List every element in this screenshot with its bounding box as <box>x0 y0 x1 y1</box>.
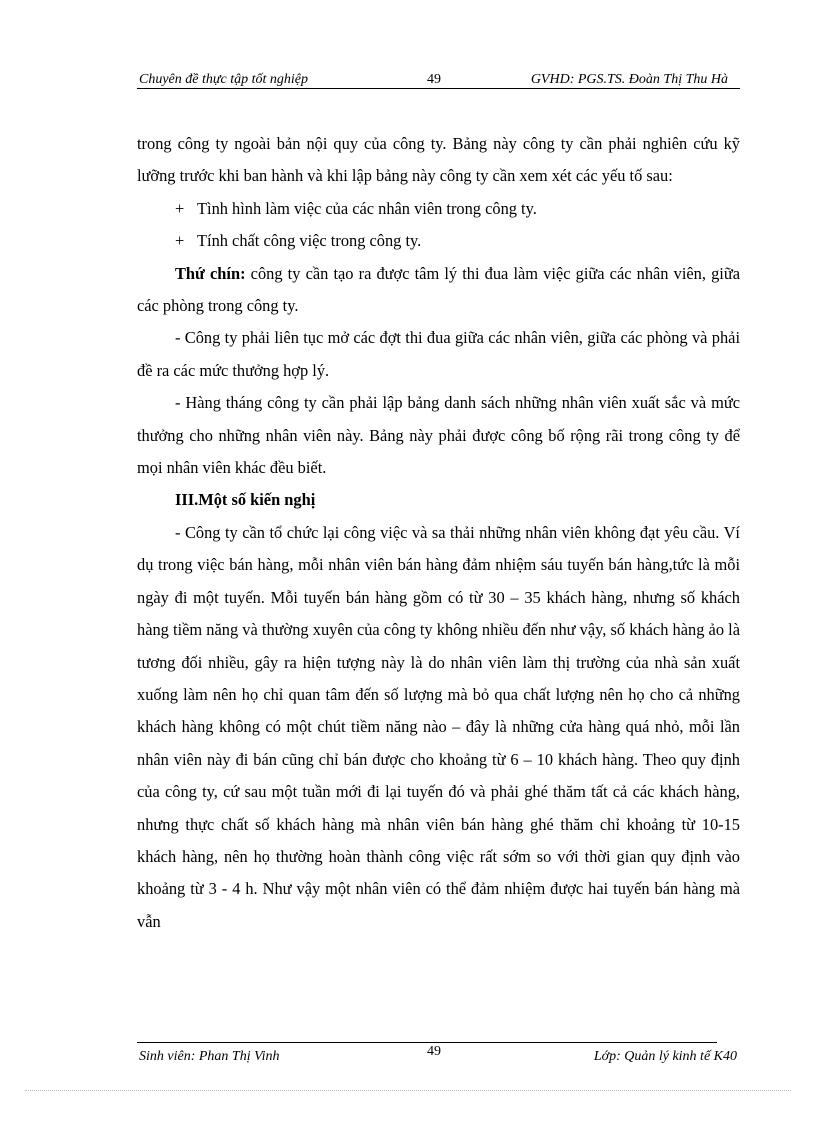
list-item <box>137 193 740 225</box>
header-page-number: 49 <box>427 72 441 87</box>
list-item <box>137 225 740 257</box>
page-header <box>137 68 740 89</box>
paragraph-text: công ty cần tạo ra được tâm lý thi đua làm việc giữa các nhân viên, giữa các phòng trong công ty. <box>137 263 740 316</box>
paragraph: - Hàng tháng công ty cần phải lập bảng danh sách những nhân viên xuất sắc và mức thưởng cho những nhân viên này. Bảng này phải được công bố rộng rãi trong công ty để mọi nhân viên khác đều biết. <box>137 393 740 478</box>
list-item-text: Tình hình làm việc của các nhân viên trong công ty. <box>197 198 537 218</box>
list-item-text: Tính chất công việc trong công ty. <box>197 231 422 251</box>
paragraph: - Công ty phải liên tục mở các đợt thi đua giữa các nhân viên, giữa các phòng và phải đề ra các mức thưởng hợp lý. <box>137 328 740 380</box>
footer-class: Lớp: Quản lý kinh tế K40 <box>593 1049 737 1064</box>
paragraph: - Công ty cần tổ chức lại công việc và sa thải những nhân viên không đạt yêu cầu. Ví dụ trong việc bán hàng, mỗi nhân viên bán hàng đảm nhiệm sáu tuyến bán hàng,tức là mỗi ngày đi một tuyến. Mỗi tuyến bán hàng gồm có từ 30 – 35 khách hàng, nhưng số khách hàng tiềm năng và thường xuyên của công ty không nhiều đến như vậy, số khách hàng ảo là tương đối nhiều, gây ra hiện tượng này là do nhân viên làm thị trường của nhà sản xuất xuống làm nên họ chỉ quan tâm đến số lượng mà bỏ qua chất lượng nên họ cho cả những khách hàng không có một chút tiềm năng nào – đây là những cửa hàng quá nhỏ, mỗi lần nhân viên này đi bán cũng chỉ bán được cho khoảng từ 6 – 10 khách hàng. Theo quy định của công ty, cứ sau một tuần mới đi lại tuyến đó và phải ghé thăm tất cả các khách hàng, nhưng thực chất số khách hàng mà nhân viên bán hàng ghé thăm chỉ khoảng từ 10-15 khách hàng, nên họ thường hoàn thành công việc rất sớm so với thời gian quy định vào khoảng từ 3 - 4 h. Như vậy một nhân viên có thể đảm nhiệm được hai tuyến bán hàng mà vẫn <box>137 522 740 931</box>
plus-bullet: + <box>175 198 185 218</box>
page-footer <box>137 1042 737 1064</box>
header-advisor: GVHD: PGS.TS. Đoàn Thị Thu Hà <box>530 72 728 87</box>
footer-page-number: 49 <box>427 1044 441 1059</box>
document-body <box>137 128 740 938</box>
paragraph <box>137 258 740 323</box>
section-heading: III.Một số kiến nghị <box>175 490 316 510</box>
header-title: Chuyên đề thực tập tốt nghiệp <box>139 72 308 87</box>
footer-student: Sinh viên: Phan Thị Vinh <box>139 1049 280 1064</box>
plus-bullet: + <box>175 231 185 251</box>
page-bottom-divider <box>25 1090 791 1091</box>
paragraph-lead: Thứ chín: <box>175 263 246 283</box>
paragraph: trong công ty ngoài bản nội quy của công ty. Bảng này công ty cần phải nghiên cứu kỹ lưỡng trước khi ban hành và khi lập bảng này công ty cần xem xét các yếu tố sau: <box>137 134 740 186</box>
